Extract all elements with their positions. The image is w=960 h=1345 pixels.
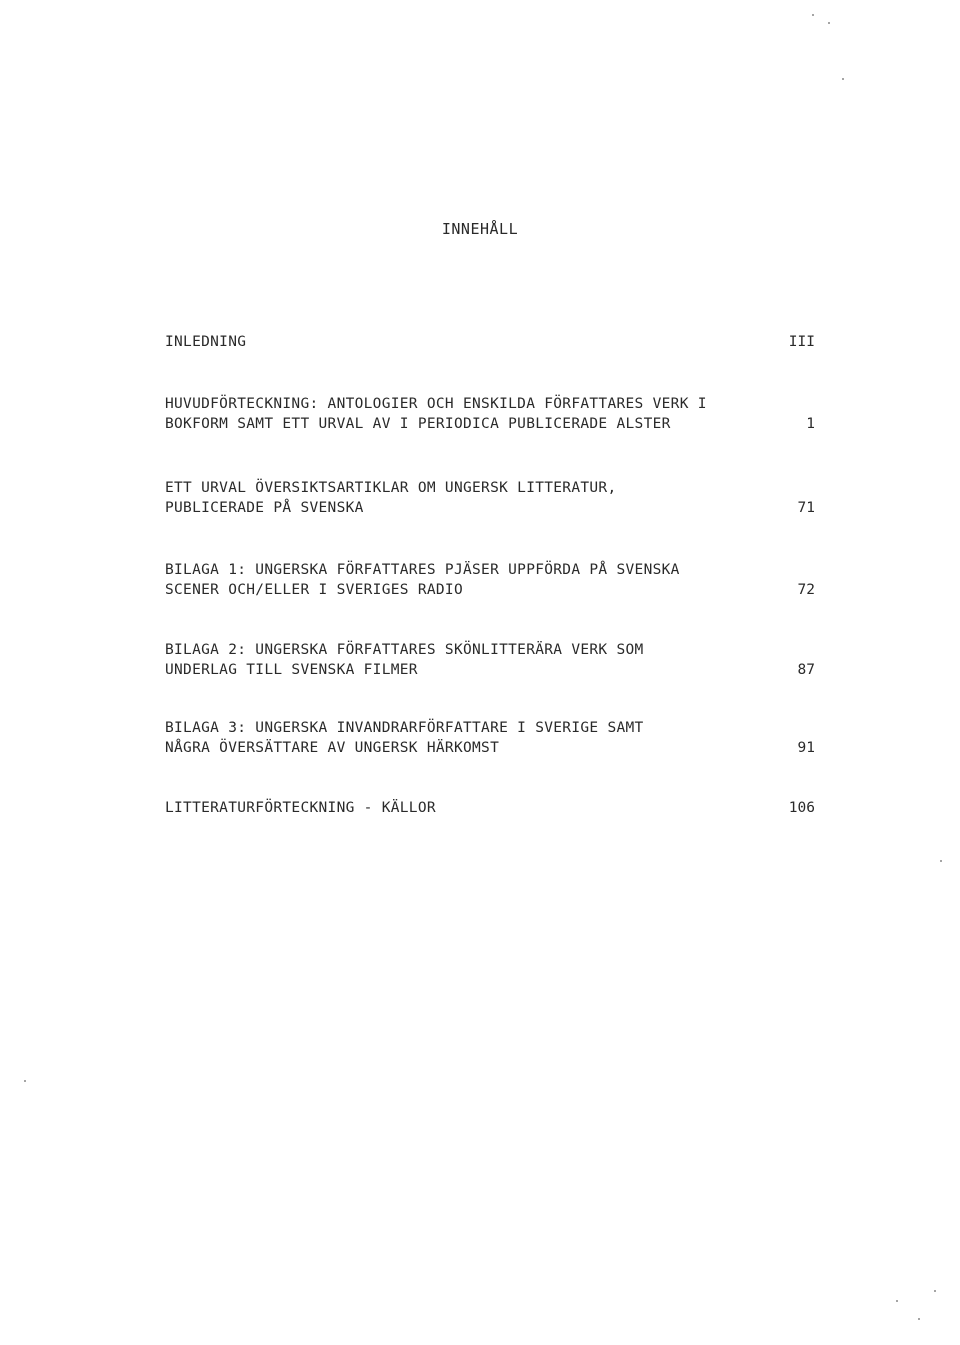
scan-speck bbox=[828, 22, 830, 24]
toc-entry-text: BOKFORM SAMT ETT URVAL AV I PERIODICA PUBLICERADE ALSTER bbox=[165, 416, 671, 432]
toc-entry-oversiktsartiklar bbox=[165, 478, 815, 518]
toc-entry-text: INLEDNING bbox=[165, 334, 247, 350]
toc-page-number: 87 bbox=[797, 662, 815, 678]
toc-entry-text: UNDERLAG TILL SVENSKA FILMER bbox=[165, 662, 418, 678]
scan-speck bbox=[940, 860, 942, 862]
toc-entry-text: SCENER OCH/ELLER I SVERIGES RADIO bbox=[165, 582, 463, 598]
scan-speck bbox=[934, 1290, 936, 1292]
page-title: INNEHÅLL bbox=[441, 220, 519, 238]
toc-entry-bilaga-1 bbox=[165, 560, 815, 600]
scan-speck bbox=[24, 1080, 26, 1082]
toc-entry-text: LITTERATURFÖRTECKNING - KÄLLOR bbox=[165, 800, 436, 816]
toc-entry-text: BILAGA 2: UNGERSKA FÖRFATTARES SKÖNLITTERÄRA VERK SOM bbox=[165, 642, 644, 658]
toc-page-number: 71 bbox=[797, 500, 815, 516]
toc-entry-text: BILAGA 3: UNGERSKA INVANDRARFÖRFATTARE I SVERIGE SAMT bbox=[165, 720, 644, 736]
toc-entry-text: BILAGA 1: UNGERSKA FÖRFATTARES PJÄSER UPPFÖRDA PÅ SVENSKA bbox=[165, 562, 680, 578]
toc-entry-litteraturforteckning bbox=[165, 798, 815, 818]
toc-page-number: 91 bbox=[797, 740, 815, 756]
toc-page-number: 1 bbox=[806, 416, 815, 432]
toc-page-number: 106 bbox=[788, 800, 815, 816]
toc-entry-text: HUVUDFÖRTECKNING: ANTOLOGIER OCH ENSKILDA FÖRFATTARES VERK I bbox=[165, 396, 707, 412]
scan-speck bbox=[842, 78, 844, 80]
toc-page-number: 72 bbox=[797, 582, 815, 598]
toc-entry-inledning bbox=[165, 332, 815, 352]
toc-entry-bilaga-3 bbox=[165, 718, 815, 758]
toc-entry-text: NÅGRA ÖVERSÄTTARE AV UNGERSK HÄRKOMST bbox=[165, 740, 500, 756]
toc-entry-huvudforteckning bbox=[165, 394, 815, 434]
toc-entry-bilaga-2 bbox=[165, 640, 815, 680]
toc-page-number: III bbox=[788, 334, 815, 350]
scan-speck bbox=[812, 14, 814, 16]
toc-entry-text: PUBLICERADE PÅ SVENSKA bbox=[165, 500, 364, 516]
scan-speck bbox=[918, 1318, 920, 1320]
toc-entry-text: ETT URVAL ÖVERSIKTSARTIKLAR OM UNGERSK LITTERATUR, bbox=[165, 480, 617, 496]
scan-speck bbox=[896, 1300, 898, 1302]
